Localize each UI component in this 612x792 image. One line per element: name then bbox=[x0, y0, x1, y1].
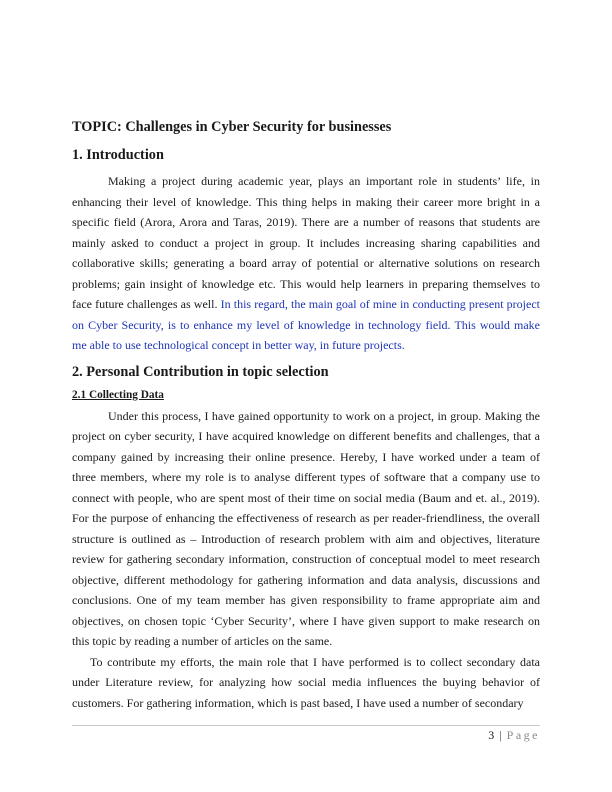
page-number: 3 bbox=[488, 728, 495, 742]
page-label: Page bbox=[506, 728, 540, 742]
collecting-data-paragraph-1: Under this process, I have gained opportunity to work on a project, in group. Making the project on cyber security, I have acquired knowledge on different benefits and challenges, that a company gained by increasing their online presence. Hereby, I have worked under a team of three members, where my role is to analyse different types of software that a company use to connect with people, who are spent most of their time on social media (Baum and et. al., 2019). For the purpose of enhancing the effectiveness of research as per reader-friendliness, the overall structure is outlined as – Introduction of research problem with aim and objectives, literature review for gathering secondary information, construction of conceptual model to meet research objective, different methodology for gathering information and data analysis, discussions and conclusions. One of my team member has given responsibility to frame appropriate aim and objectives, on chosen topic ‘Cyber Security’, where I have given support to make research on this topic by reading a number of articles on the same. bbox=[72, 408, 540, 648]
subsection-heading-collecting-data: 2.1 Collecting Data bbox=[72, 388, 164, 401]
section-heading-personal-contribution: 2. Personal Contribution in topic selection bbox=[72, 363, 329, 380]
introduction-text: Making a project during academic year, plays an important role in students’ life, in enhancing their level of knowledge. This thing helps in making their career more bright in a specific field (Arora, Arora and Taras, 2019). There are a number of reasons that students are mainly asked to conduct a project in group. It includes increasing sharing capabilities and collaborative skills; generating a board array of potential or alternative solutions on research problems; gain insight of knowledge etc. This would help learners in preparing themselves to face future challenges as well. bbox=[72, 174, 540, 311]
page-content bbox=[72, 117, 540, 713]
introduction-paragraph bbox=[72, 171, 540, 356]
section-heading-introduction: 1. Introduction bbox=[72, 147, 164, 163]
page-footer bbox=[72, 727, 540, 743]
collecting-data-paragraph-2: To contribute my efforts, the main role that I have performed is to collect secondary data under Literature review, for analyzing how social media influences the buying behavior of customers. For gathering information, which is past based, I have used a number of secondary bbox=[72, 654, 540, 710]
topic-title: TOPIC: Challenges in Cyber Security for businesses bbox=[72, 119, 392, 135]
introduction-highlighted-text: In this regard, the main goal of mine in conducting present project on Cyber Security, is to enhance my level of knowledge in technology field. This would make me able to use technological concept in better way, in future projects. bbox=[72, 297, 540, 352]
footer-divider bbox=[72, 725, 540, 726]
footer-separator: | bbox=[499, 728, 502, 742]
